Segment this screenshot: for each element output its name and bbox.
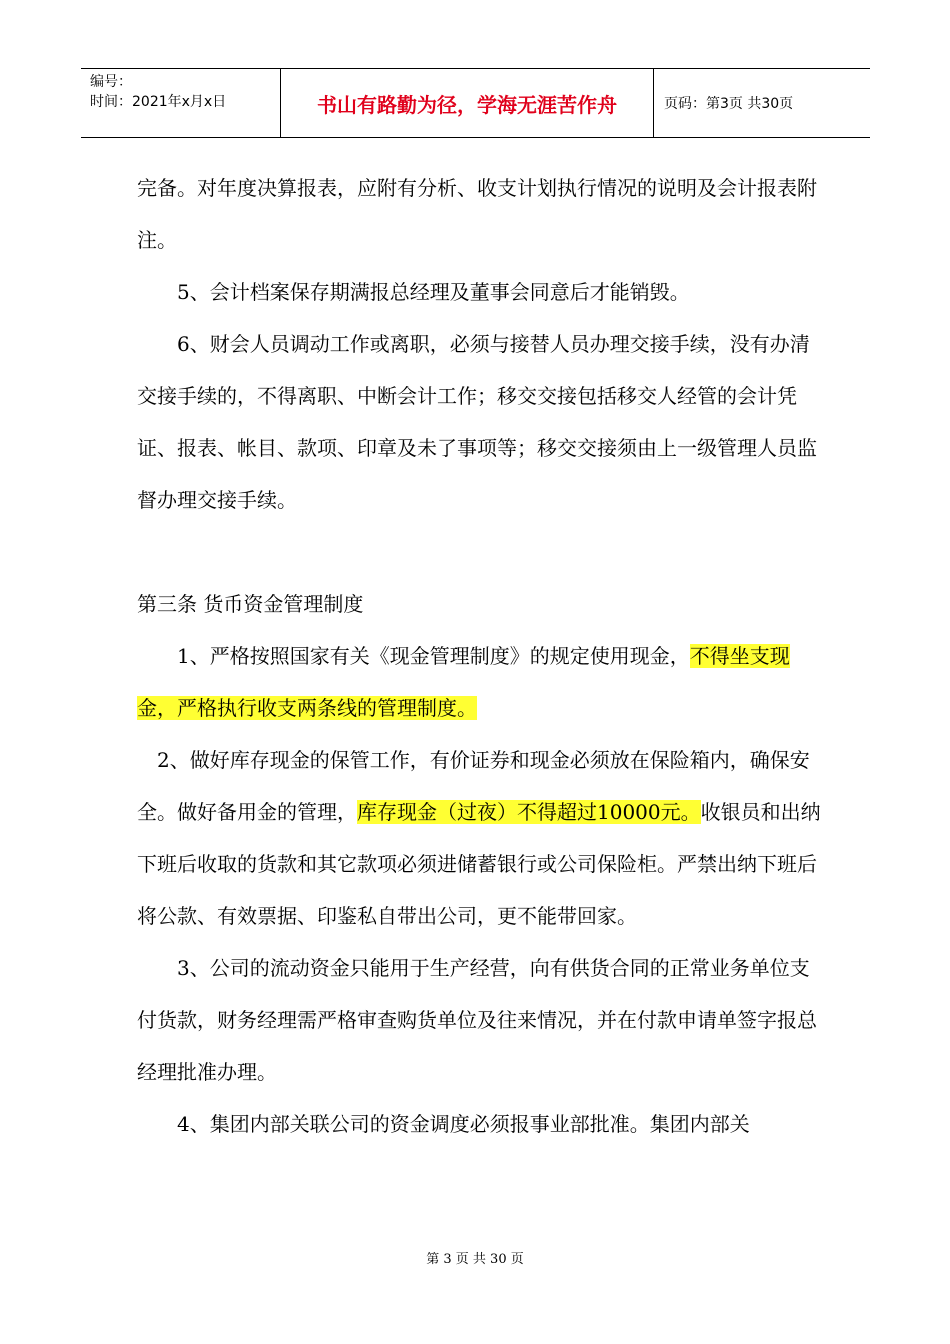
cash-rule-2-text-cont: 收银员和出纳下班后收取的货款和其它款项必须进储蓄银行或公司保险柜。严禁出纳下班后将公款、有效票据、印鉴私自带出公司，更不能带回家。: [137, 800, 821, 928]
paragraph-item-6: 6、财会人员调动工作或离职，必须与接替人员办理交接手续，没有办清交接手续的，不得离职、中断会计工作；移交交接包括移交人经管的会计凭证、报表、帐目、款项、印章及未了事项等；移交交接须由上一级管理人员监督办理交接手续。: [137, 332, 817, 512]
header-page-info: 页码：第3页 共30页: [664, 96, 794, 112]
paragraph-item-5: 5、会计档案保存期满报总经理及董事会同意后才能销毁。: [177, 280, 690, 304]
page-footer: 第 3 页 共 30 页: [426, 1252, 524, 1267]
paragraph-cash-rule-4: 4、集团内部关联公司的资金调度必须报事业部批准。集团内部关: [177, 1112, 750, 1136]
paragraph-spacer: [137, 526, 827, 578]
section-title: 第三条 货币资金管理制度: [137, 592, 364, 616]
document-number-label: 编号：: [90, 74, 132, 90]
paragraph-cash-rule-3: 3、公司的流动资金只能用于生产经营，向有供货合同的正常业务单位支付货款，财务经理需严格审查购货单位及往来情况，并在付款申请单签字报总经理批准办理。: [137, 956, 817, 1084]
paragraph-cash-rule-1: [137, 630, 827, 734]
highlighted-text: 库存现金（过夜）不得超过10000元。: [357, 800, 701, 824]
document-body: [137, 162, 827, 1150]
header-meta: [81, 69, 281, 137]
cash-rule-2-text: 2、做好库存现金的保管工作，有价证券和现金必须放在保险箱内，确保安全。做好备用金的管理，: [137, 748, 810, 824]
paragraph-continuation: 完备。对年度决算报表，应附有分析、收支计划执行情况的说明及会计报表附注。: [137, 176, 817, 252]
cash-rule-1-text: 1、严格按照国家有关《现金管理制度》的规定使用现金，: [177, 644, 690, 668]
header-motto: 书山有路勤为径，学海无涯苦作舟: [281, 69, 654, 137]
page-header: [81, 68, 870, 138]
paragraph-cash-rule-2: [137, 734, 827, 942]
highlighted-text: 不得坐支现金，严格执行收支两条线的管理制度。: [137, 644, 790, 720]
document-time: 时间：2021年x月x日: [90, 94, 227, 110]
